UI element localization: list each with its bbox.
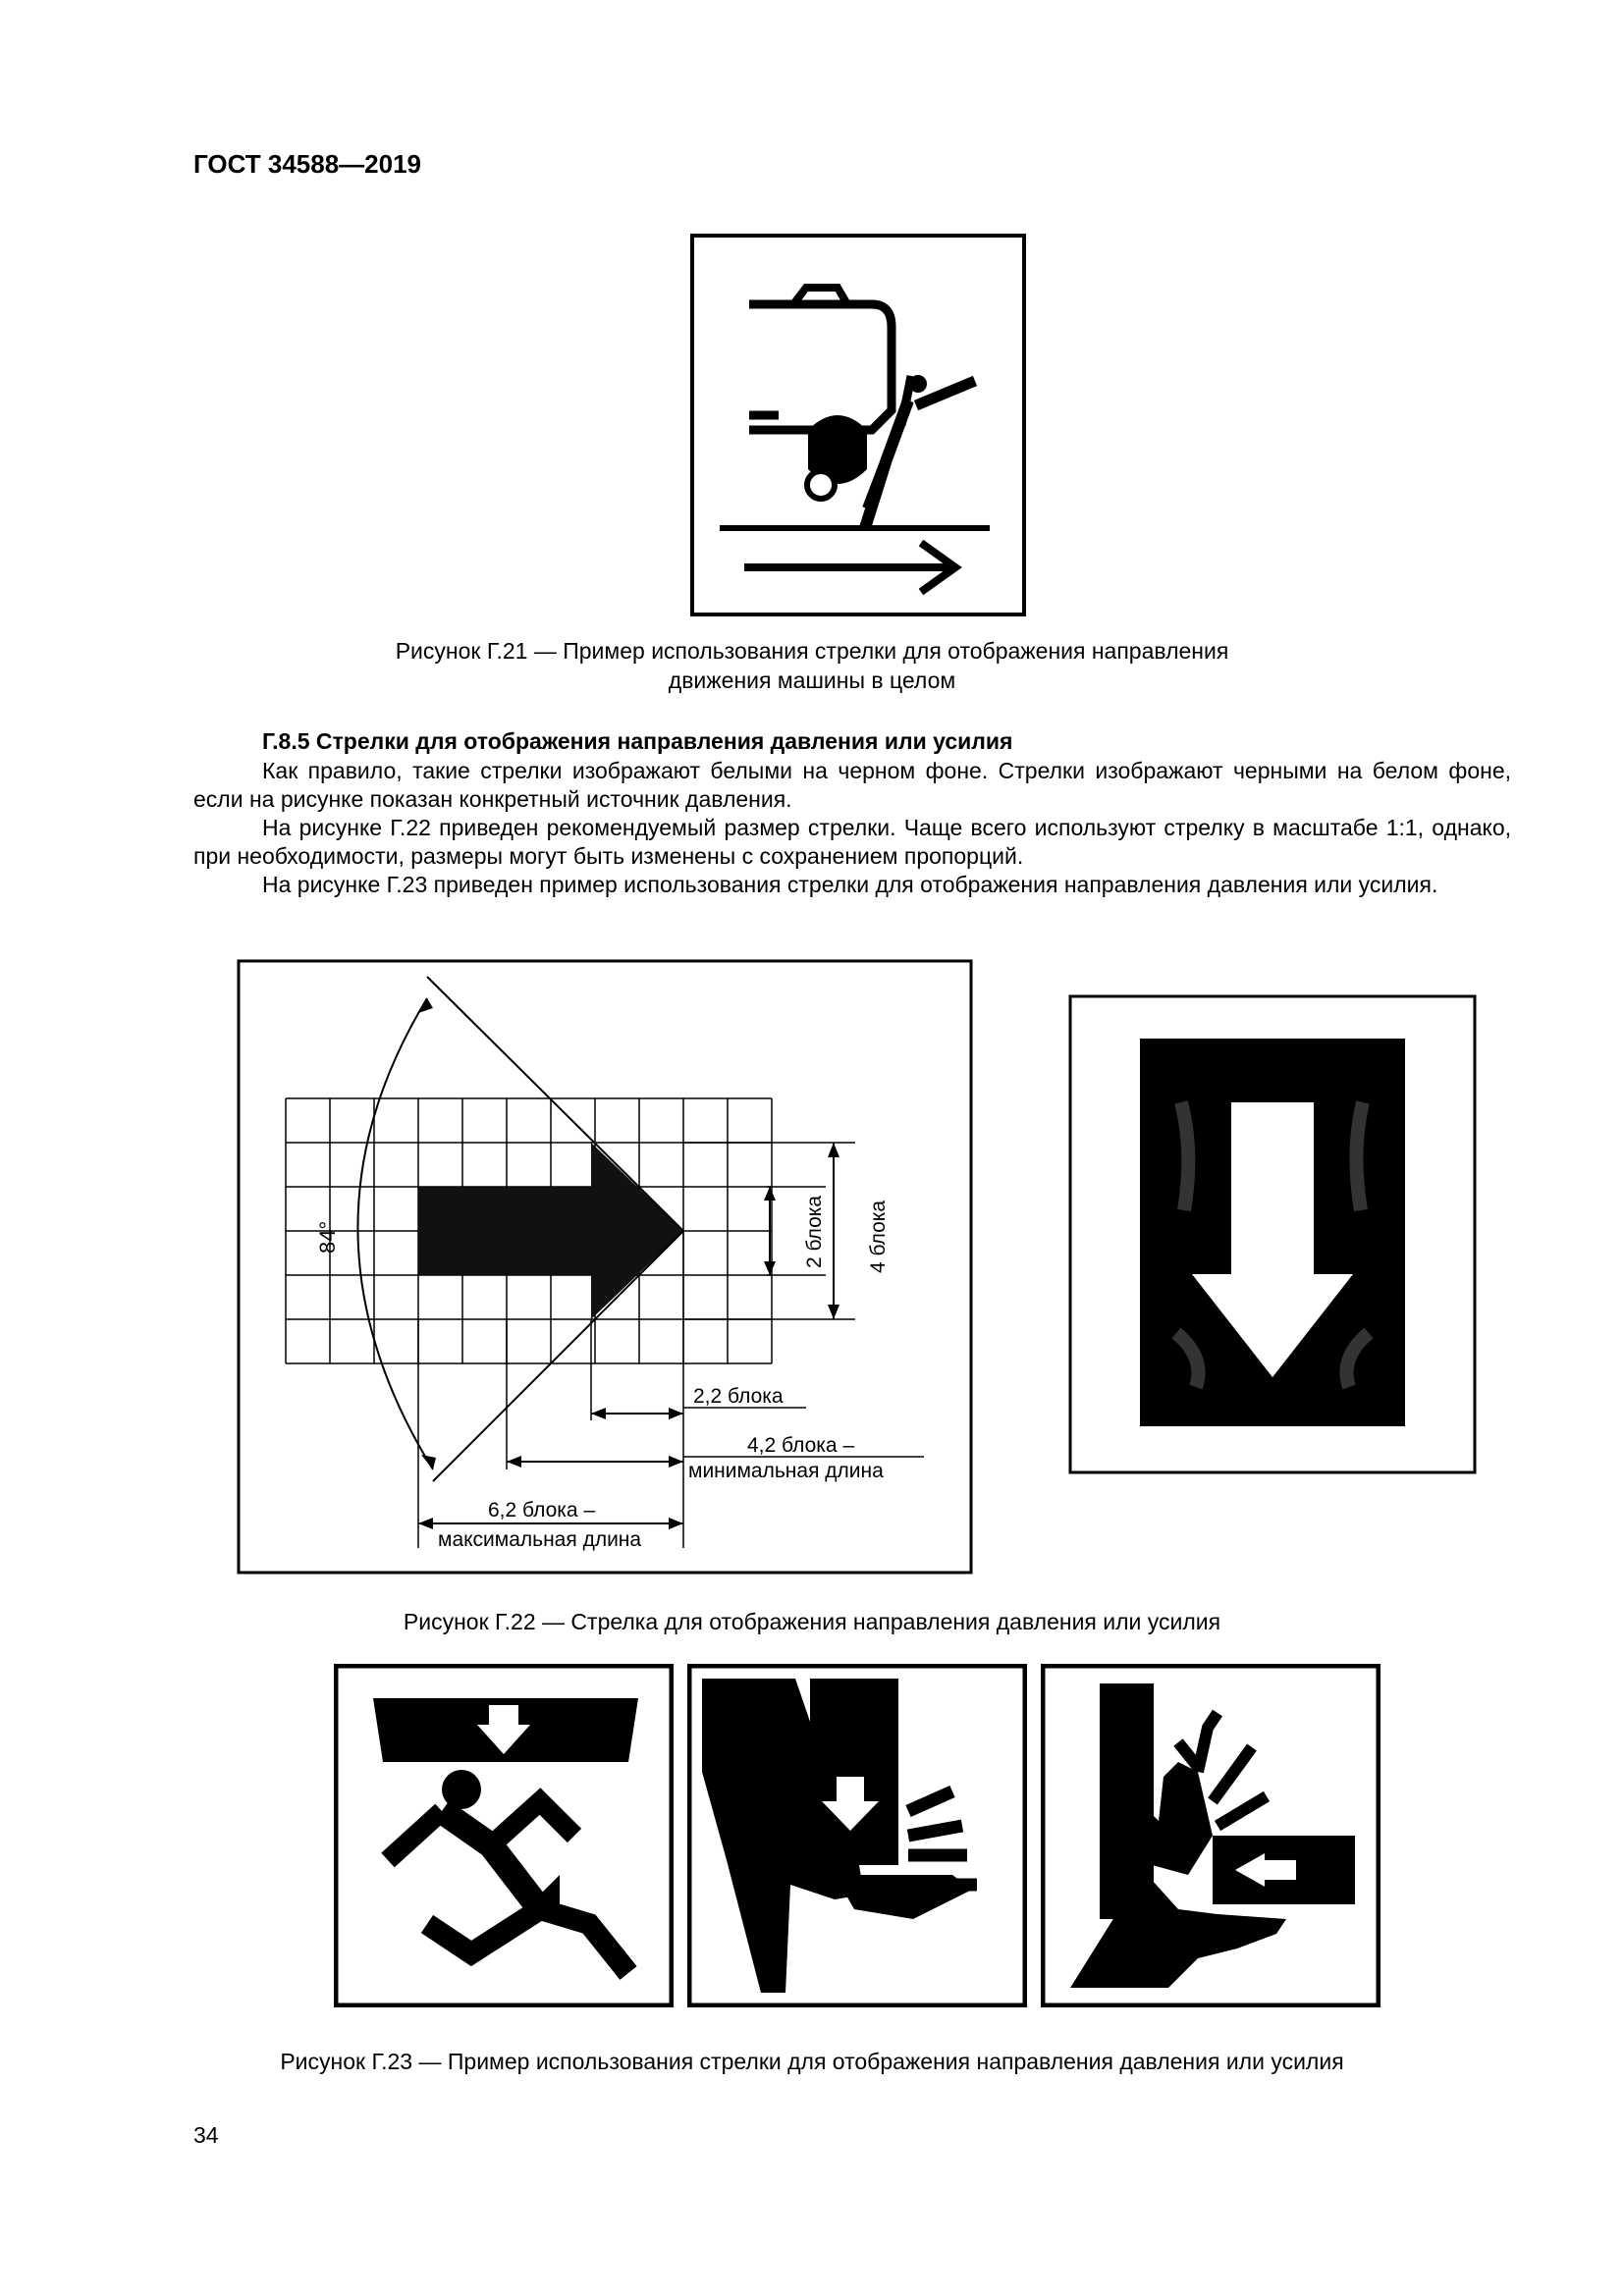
page-number: 34	[193, 2122, 219, 2148]
document-code-header: ГОСТ 34588—2019	[193, 149, 421, 179]
paragraph-2: На рисунке Г.22 приведен рекомендуемый размер стрелки. Чаще всего используют стрелку в масштабе 1:1, однако, при необходимости, размеры могут быть изменены с сохранением пропорций.	[193, 815, 1511, 869]
figure-g21-machine-movement-pictogram	[690, 234, 1026, 616]
dim-4-blocks-label: 4 блока	[867, 1200, 890, 1273]
dim-2-2-blocks-label: 2,2 блока	[693, 1385, 784, 1408]
section-heading: Г.8.5 Стрелки для отображения направления давления или усилия	[262, 728, 1013, 754]
angle-84-label: 84°	[315, 1220, 340, 1254]
paragraph-3: На рисунке Г.23 приведен пример использования стрелки для отображения направления давления или усилия.	[262, 872, 1438, 897]
dim-6-2-line1: 6,2 блока –	[488, 1499, 596, 1522]
figure-g23-caption: Рисунок Г.23 — Пример использования стрелки для отображения направления давления или усилия	[280, 2049, 1344, 2074]
dim-6-2-line2: максимальная длина	[438, 1528, 642, 1551]
figure-g22-white-arrow-sign	[1068, 994, 1477, 1474]
figure-g21-caption-line2: движения машины в целом	[668, 667, 956, 693]
dim-4-2-line2: минимальная длина	[688, 1460, 884, 1482]
paragraph-1: Как правило, такие стрелки изображают белыми на черном фоне. Стрелки изображают черными на белом фоне, если на рисунке показан конкретный источник давления.	[193, 758, 1511, 812]
dim-2-blocks-label: 2 блока	[803, 1195, 826, 1268]
figure-g23-crushed-person-pictogram	[334, 1664, 674, 2007]
figure-g22-arrow-dimension-drawing	[237, 959, 973, 1575]
figure-g22-caption: Рисунок Г.22 — Стрелка для отображения направления давления или усилия	[403, 1609, 1221, 1634]
figure-g23-hand-side-press-pictogram	[1041, 1664, 1380, 2007]
figure-g21-caption-line1: Рисунок Г.21 — Пример использования стрелки для отображения направления	[395, 638, 1229, 664]
figure-g23-hand-crush-press-pictogram	[687, 1664, 1027, 2007]
dim-4-2-line1: 4,2 блока –	[747, 1434, 855, 1457]
